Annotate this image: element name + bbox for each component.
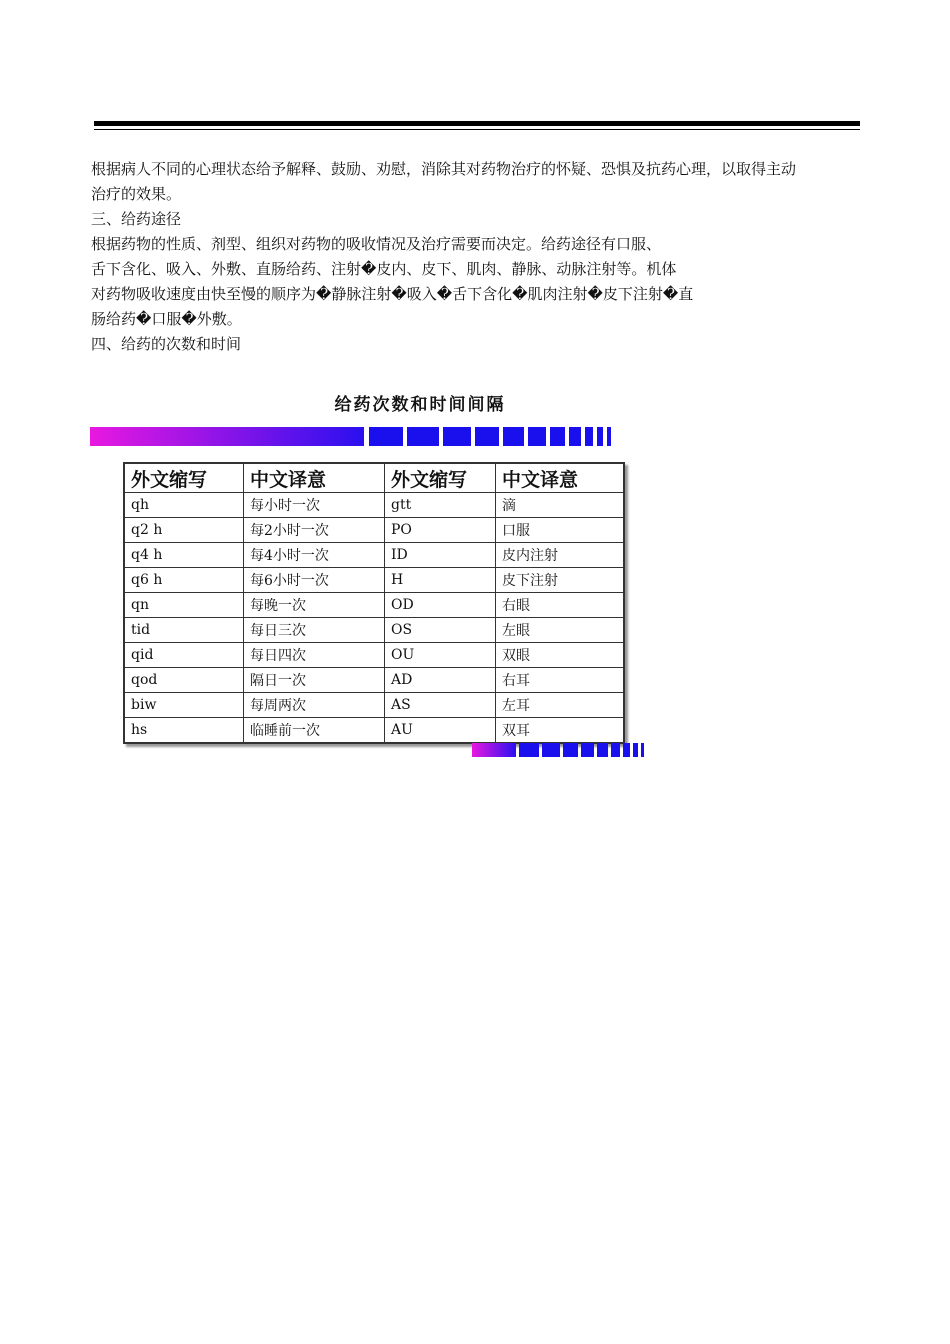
bar-block <box>611 743 620 757</box>
table-cell: 每周两次 <box>244 693 385 718</box>
table-row <box>124 643 624 668</box>
gradient-segment <box>472 743 516 757</box>
table-cell: 每6小时一次 <box>244 568 385 593</box>
table-cell: gtt <box>385 493 496 518</box>
table-cell: H <box>385 568 496 593</box>
table-cell: 双眼 <box>496 643 625 668</box>
column-header: 中文译意 <box>244 463 385 493</box>
bar-block <box>597 743 608 757</box>
table-cell: biw <box>124 693 244 718</box>
table-cell: q4 h <box>124 543 244 568</box>
table-cell: 每晚一次 <box>244 593 385 618</box>
table-cell: OS <box>385 618 496 643</box>
bar-block <box>623 743 630 757</box>
table-cell: qid <box>124 643 244 668</box>
paragraph-line: 对药物吸收速度由快至慢的顺序为�静脉注射�吸入�舌下含化�肌肉注射�皮下注射�直 <box>91 285 694 303</box>
bar-block <box>581 743 594 757</box>
table-cell: AD <box>385 668 496 693</box>
bar-block <box>633 743 638 757</box>
paragraph-line: 根据病人不同的心理状态给予解释、鼓励、劝慰，消除其对药物治疗的怀疑、恐惧及抗药心理，以取得主动 <box>91 160 797 178</box>
table-cell: 皮下注射 <box>496 568 625 593</box>
section-heading-frequency: 四、给药的次数和时间 <box>91 335 242 353</box>
table-cell: 口服 <box>496 518 625 543</box>
abbreviation-table-wrapper <box>123 462 625 744</box>
table-cell: q2 h <box>124 518 244 543</box>
table-cell: q6 h <box>124 568 244 593</box>
paragraph-line: 肠给药�口服�外敷。 <box>91 310 242 328</box>
bar-block <box>641 743 644 757</box>
table-cell: 右耳 <box>496 668 625 693</box>
table-cell: 每4小时一次 <box>244 543 385 568</box>
table-header-row <box>124 463 624 493</box>
table-cell: AU <box>385 718 496 744</box>
table-cell: 隔日一次 <box>244 668 385 693</box>
bar-block <box>369 427 403 446</box>
bar-block <box>563 743 578 757</box>
table-row <box>124 568 624 593</box>
bar-block <box>443 427 471 446</box>
table-cell: tid <box>124 618 244 643</box>
table-cell: 皮内注射 <box>496 543 625 568</box>
table-cell: PO <box>385 518 496 543</box>
header-rule-thick <box>94 121 860 126</box>
bar-block <box>475 427 499 446</box>
table-cell: hs <box>124 718 244 744</box>
bar-block <box>597 427 603 446</box>
table-cell: 左耳 <box>496 693 625 718</box>
bar-block <box>528 427 546 446</box>
table-cell: AS <box>385 693 496 718</box>
paragraph-line: 根据药物的性质、剂型、组织对药物的吸收情况及治疗需要而决定。给药途径有口服、 <box>91 235 662 253</box>
column-header: 中文译意 <box>496 463 625 493</box>
table-cell: 每2小时一次 <box>244 518 385 543</box>
table-cell: 临睡前一次 <box>244 718 385 744</box>
bar-block <box>503 427 524 446</box>
abbreviation-table <box>123 462 625 744</box>
paragraph-line: 舌下含化、吸入、外敷、直肠给药、注射�皮内、皮下、肌肉、静脉、动脉注射等。机体 <box>91 260 677 278</box>
bar-block <box>569 427 581 446</box>
table-cell: 每日三次 <box>244 618 385 643</box>
decorative-bar-top <box>90 427 611 446</box>
table-row <box>124 718 624 744</box>
table-cell: ID <box>385 543 496 568</box>
body-text <box>91 157 866 357</box>
bar-block <box>550 427 565 446</box>
table-cell: qn <box>124 593 244 618</box>
table-cell: 滴 <box>496 493 625 518</box>
table-cell: qh <box>124 493 244 518</box>
table-row <box>124 543 624 568</box>
table-row <box>124 518 624 543</box>
table-cell: OD <box>385 593 496 618</box>
table-cell: 每小时一次 <box>244 493 385 518</box>
figure-title: 给药次数和时间间隔 <box>334 395 506 415</box>
section-heading-routes: 三、给药途径 <box>91 210 182 228</box>
bar-block <box>519 743 539 757</box>
bar-block <box>407 427 439 446</box>
table-cell: 每日四次 <box>244 643 385 668</box>
table-cell: qod <box>124 668 244 693</box>
table-cell: 左眼 <box>496 618 625 643</box>
table-body <box>124 493 624 744</box>
table-cell: 双耳 <box>496 718 625 744</box>
table-cell: OU <box>385 643 496 668</box>
table-cell: 右眼 <box>496 593 625 618</box>
table-row <box>124 668 624 693</box>
bar-block <box>542 743 560 757</box>
paragraph-line: 治疗的效果。 <box>91 185 182 203</box>
column-header: 外文缩写 <box>124 463 244 493</box>
table-row <box>124 618 624 643</box>
bar-block <box>607 427 611 446</box>
header-rule-thin <box>94 129 860 130</box>
table-row <box>124 693 624 718</box>
bar-block <box>585 427 593 446</box>
table-row <box>124 493 624 518</box>
table-row <box>124 593 624 618</box>
column-header: 外文缩写 <box>385 463 496 493</box>
gradient-segment <box>90 427 364 446</box>
decorative-bar-bottom <box>472 743 644 757</box>
